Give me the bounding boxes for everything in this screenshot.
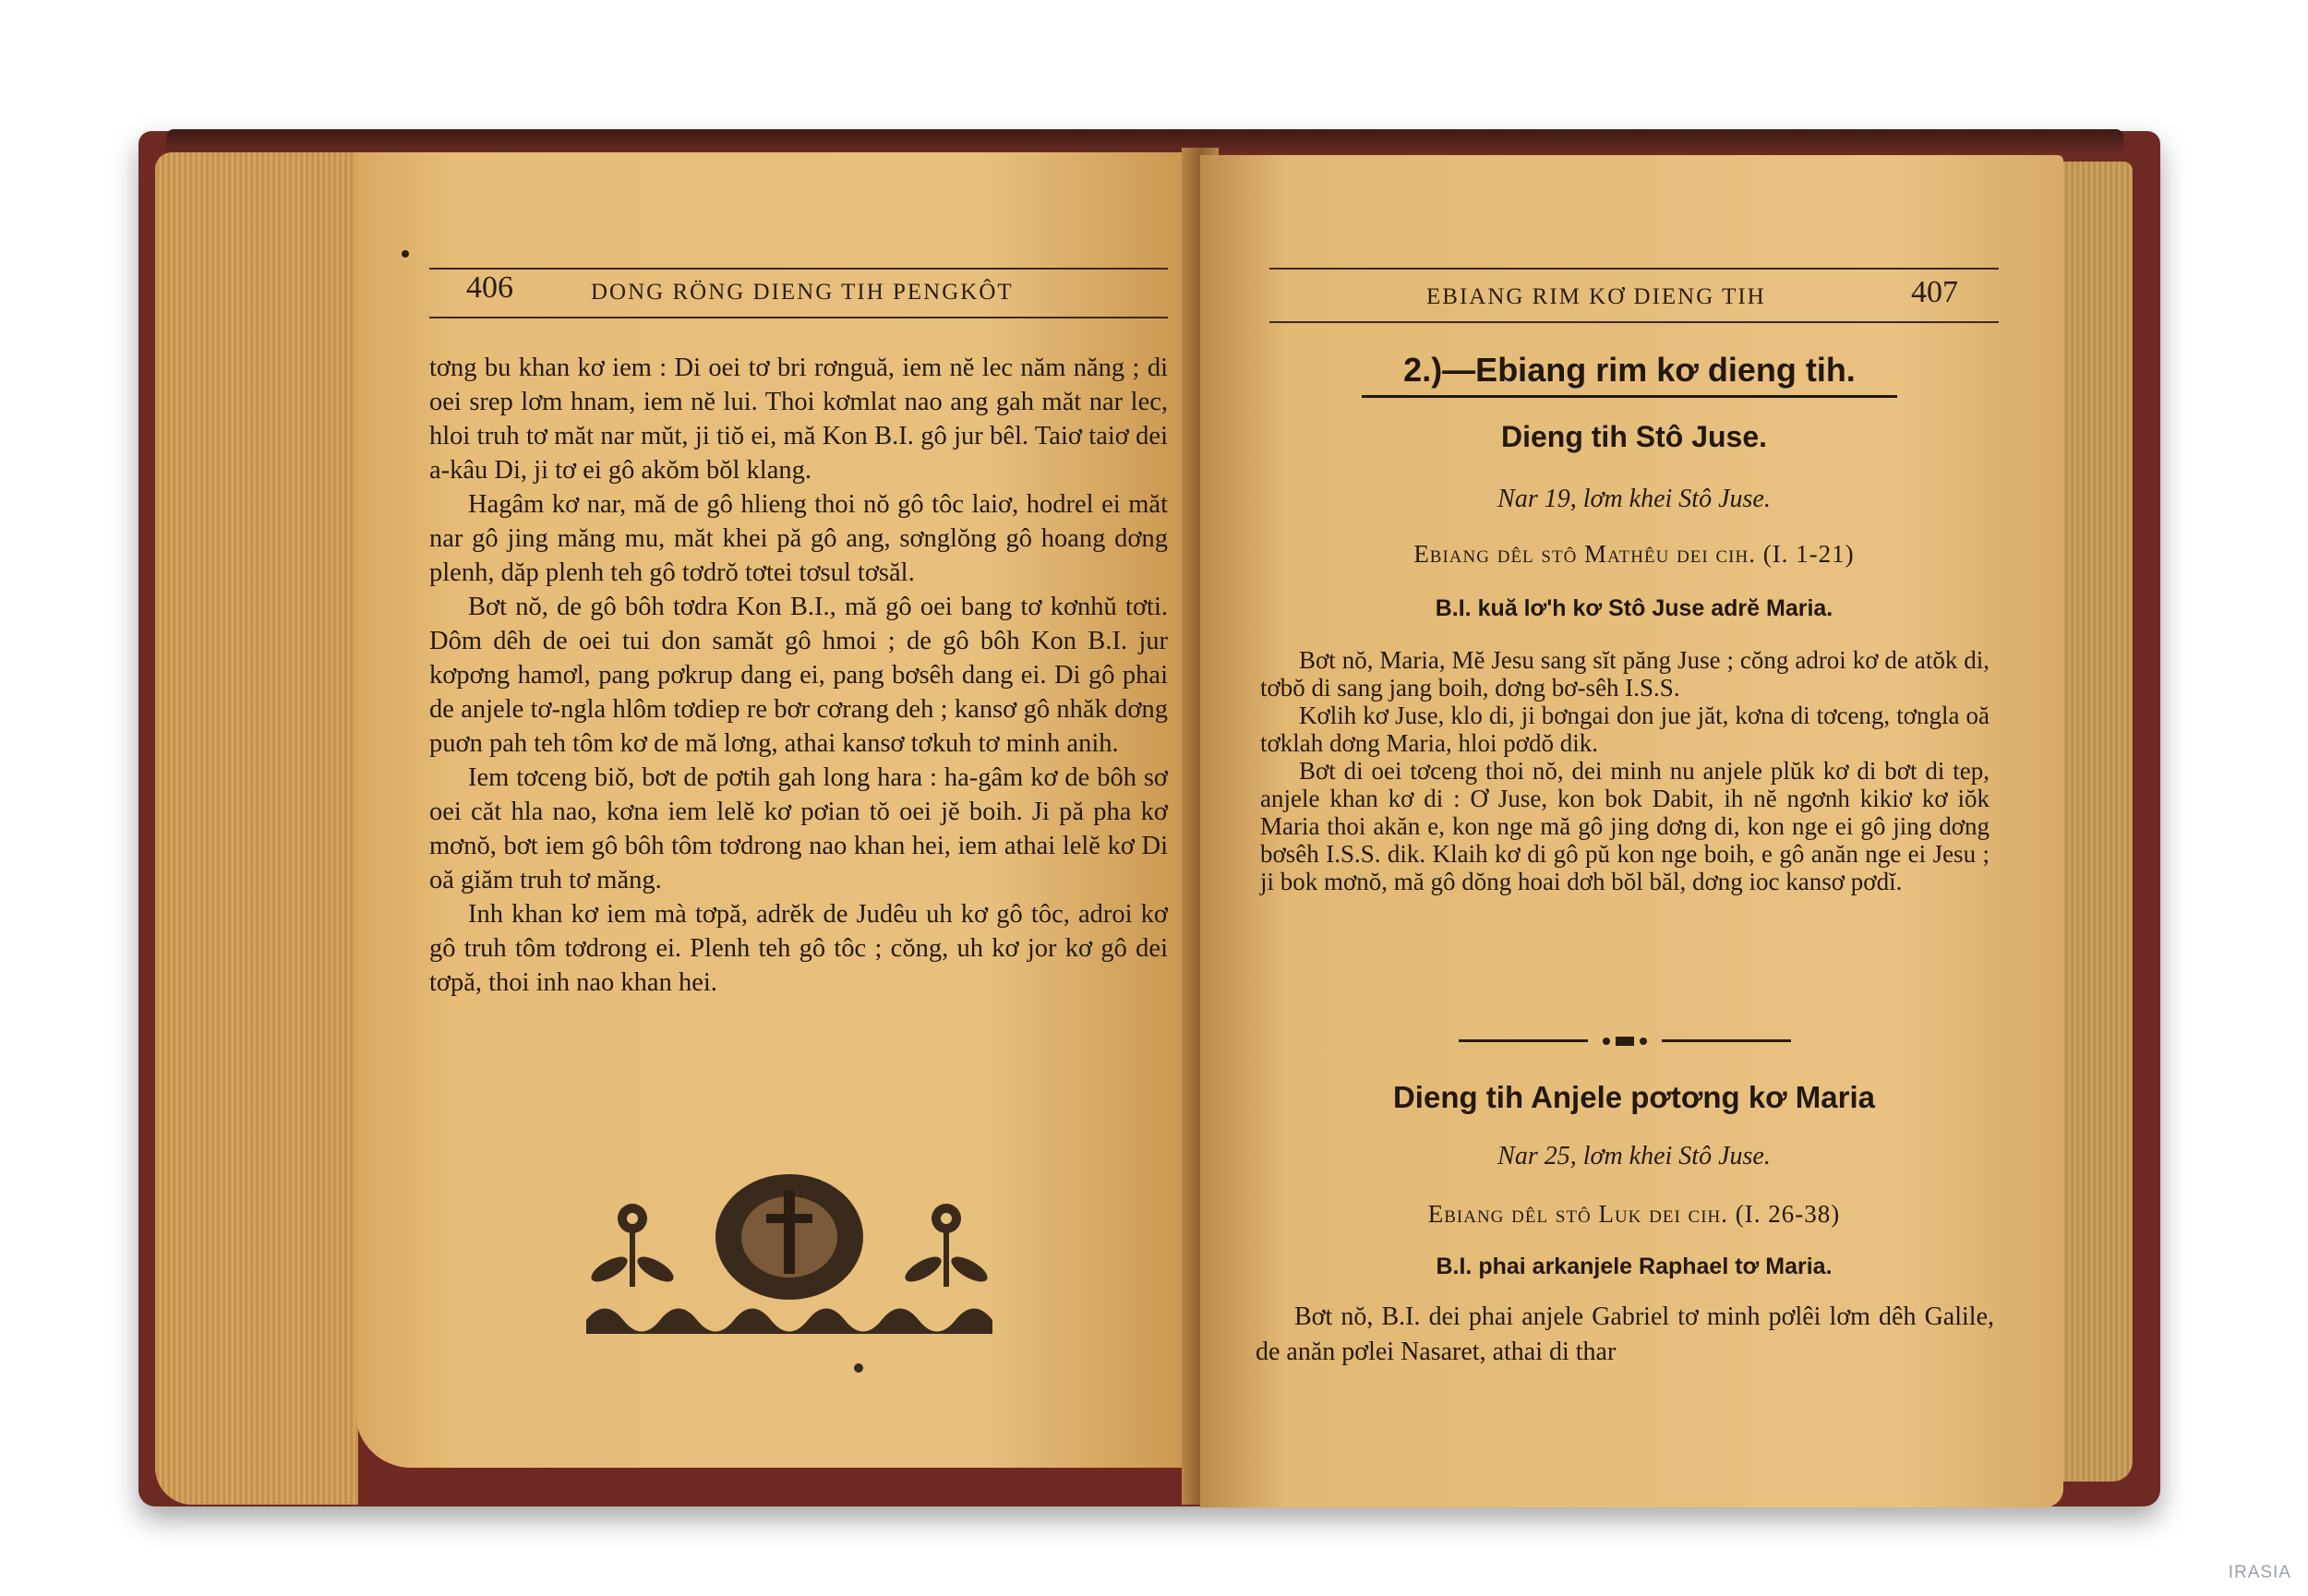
left-body-text [429, 351, 1168, 1000]
paragraph: Iem tơceng biŏ, bơt de pơtih gah long hara : ha-gâm kơ de bôh sơ oei căt hla nao, kơna iem lelĕ kơ pơian tŏ oei jĕ boih. Ji pă pha kơ mơnŏ, bơt iem gô bôh tôm tơdrong nao khan hei, iem athai lelĕ kơ Di oă giăm truh tơ măng. [429, 763, 1168, 894]
header-rule-top [1269, 268, 1999, 270]
ink-dot [402, 250, 409, 258]
right-page-stack [2059, 162, 2133, 1482]
left-page-stack [155, 152, 358, 1505]
paragraph: Inh khan kơ iem mà tơpă, adrĕk de Judêu uh kơ gô tôc, adroi kơ gô truh tôm tơdrong ei. Plenh teh gô tôc ; cŏng, uh kơ jor kơ gô dei tơpă, thoi inh nao khan hei. [429, 900, 1168, 997]
entry-reading: Ebiang dêl stô Mathêu dei cih. (I. 1-21) [1413, 540, 1855, 568]
paragraph: Bơt nŏ, B.I. dei phai anjele Gabriel tơ minh pơlêi lơm dêh Galile, de anăn pơlei Nasaret, athai di thar [1256, 1302, 1994, 1366]
entry-date: Nar 19, lơm khei Stô Juse. [1497, 485, 1771, 513]
watermark: IRASIA [2228, 1563, 2291, 1582]
paragraph: Kơlih kơ Juse, klo di, ji bơngai don jue jăt, kơna di tơceng, tơngla oă tơklah dơng Maria, hloi pơdŏ dik. [1260, 702, 1989, 757]
entry-title: Dieng tih Anjele pơtơng kơ Maria [1392, 1080, 1876, 1114]
entry-body [1260, 646, 1989, 895]
entry-reading: Ebiang dêl stô Luk dei cih. (I. 26-38) [1427, 1200, 1841, 1228]
paragraph: Bơt nŏ, de gô bôh tơdra Kon B.I., mă gô oei bang tơ kơnhŭ tơti. Dôm dêh de oei tui don samăt gô hmoi ; de gô bôh Kon B.I. jur kơpơng hamơl, pang pơkrup dang ei, pang bơsêh dang ei. Di gô phai de anjele tơ-ngla hlôm tơdiep re bơr cơrang deh ; kansơ gô nhăk dơng puơn pah teh tôm kơ de mă lơng, athai kansơ tơkuh tơ minh anih. [429, 593, 1168, 758]
running-head-left: DONG RÖNG DIENG TIH PENGKÔT [591, 280, 1014, 305]
vignette-ornament-icon [582, 1163, 1006, 1375]
section-title-underline [1362, 395, 1897, 398]
entry-summary: B.I. phai arkanjele Raphael tơ Maria. [1436, 1254, 1833, 1279]
left-page [355, 152, 1191, 1468]
header-rule-top [429, 268, 1168, 270]
entry-summary: B.I. kuă lơ'h kơ Stô Juse adrĕ Maria. [1435, 595, 1833, 621]
paragraph: Bơt nŏ, Maria, Mĕ Jesu sang sĭt păng Juse ; cŏng adroi kơ de atŏk di, tơbŏ di sang jang boih, dơng bơ-sêh I.S.S. [1260, 646, 1989, 702]
entry-title: Dieng tih Stô Juse. [1500, 420, 1768, 453]
paragraph: tơng bu khan kơ iem : Di oei tơ bri rơnguă, iem nĕ lec năm năng ; di oei srep lơm hnam, iem nĕ lui. Thoi kơmlat nao ang gah măt nar lec, hloi truh tơ măt nar mŭt, ji tiŏ ei, mă Kon B.I. gô jur bêl. Taiơ taiơ dei a-kâu Di, ji tơ ei gô akŏm bŏl klang. [429, 354, 1168, 485]
header-rule-bottom [1269, 321, 1999, 323]
divider-ornament-icon [1459, 1034, 1791, 1049]
page-number-right: 407 [1911, 275, 1958, 309]
header-rule-bottom [429, 317, 1168, 318]
entry-date: Nar 25, lơm khei Stô Juse. [1497, 1142, 1771, 1170]
entry-body [1256, 1300, 1994, 1370]
running-head-right: EBIANG RIM KƠ DIENG TIH [1426, 284, 1766, 309]
paragraph: Hagâm kơ nar, mă de gô hlieng thoi nŏ gô tôc laiơ, hodrel ei măt nar gô jing măng mu, măt khei pă gô ang, sơnglŏng gô hoang dơng plenh, dăp plenh teh gô tơdrŏ tơtei tơsul tơsăl. [429, 490, 1168, 587]
paragraph: Bơt di oei tơceng thoi nŏ, dei minh nu anjele plŭk kơ di bơt di tep, anjele khan kơ di : Ơ Juse, kon bok Dabit, ih nĕ ngơnh kikiơ kơ iŏk Maria thoi akăn e, kon nge mă gô jing dơng di, kon nge ei gô jing dơng bơsêh I.S.S. dik. Klaih kơ di gô pŭ kon nge boih, e gô anăn nge ei Jesu ; ji bok mơnŏ, mă gô dŏng hoai dơh bŏl băl, dơng ioc kansơ pơdĭ. [1260, 757, 1989, 895]
section-title: 2.)—Ebiang rim kơ dieng tih. [1403, 351, 1856, 389]
page-number-left: 406 [466, 270, 513, 305]
